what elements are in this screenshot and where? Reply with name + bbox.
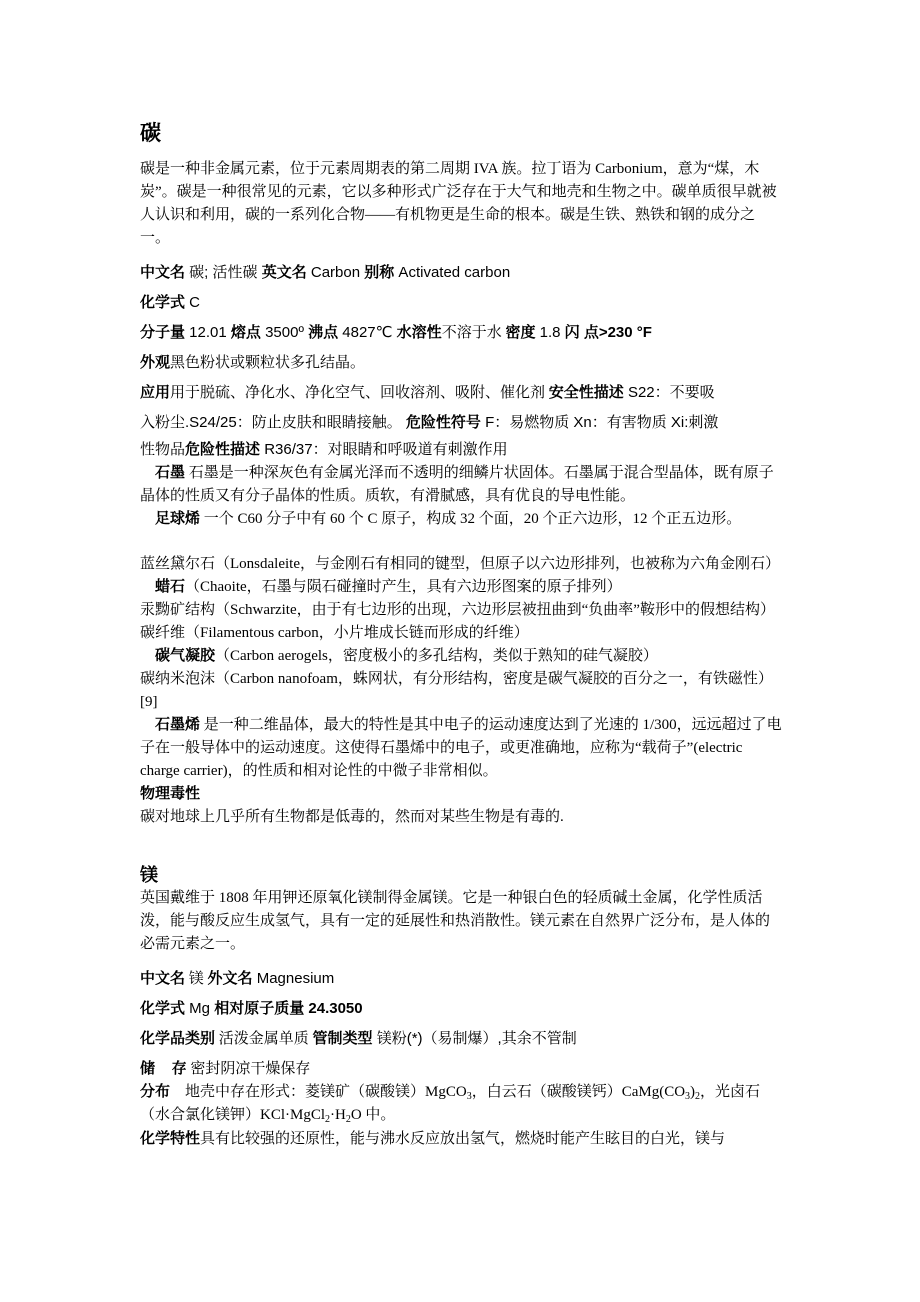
chaoite-paragraph — [140, 576, 782, 599]
toxicity-label: 物理毒性 — [140, 786, 201, 802]
graphite-paragraph — [140, 462, 782, 508]
mg-formula-row — [140, 994, 782, 1024]
label-melting-point: 熔点 — [230, 324, 261, 341]
label-alias: 别称 — [364, 264, 395, 281]
label-safety: 安全性描述 — [548, 384, 624, 401]
mg-value-chinese-name: 镁 — [185, 971, 208, 987]
mg-names-row — [140, 964, 782, 994]
mg-dist-text-e: ·H — [330, 1107, 346, 1123]
value-appearance: 黑色粉状或颗粒状多孔结晶。 — [170, 355, 366, 371]
mg-label-chemical: 化学特性 — [140, 1130, 201, 1147]
fullerene-paragraph — [140, 508, 782, 531]
mg-chemical-text: 具有比较强的还原性，能与沸水反应放出氢气，燃烧时能产生眩目的白光，镁与 — [200, 1131, 726, 1147]
aerogel-label: 碳气凝胶 — [155, 648, 216, 664]
lonsdaleite-paragraph: 蓝丝黛尔石（Lonsdaleite，与金刚石有相同的键型，但原子以六边形排列，也被称为六角金刚石） — [140, 556, 780, 572]
mg-distribution-paragraph — [140, 1080, 782, 1127]
value-melting-point: 3500º — [260, 324, 309, 341]
mg-label-atomic-mass: 相对原子质量 — [214, 1000, 305, 1017]
carbon-names-row — [140, 258, 782, 288]
mg-label-distribution: 分布 — [140, 1083, 171, 1100]
mg-class-row — [140, 1024, 782, 1054]
mg-chemical-paragraph — [140, 1127, 782, 1151]
label-hazard-desc: 危险性描述 — [185, 441, 261, 458]
magnesium-heading: 镁 — [140, 865, 158, 885]
mg-label-control: 管制类型 — [312, 1030, 373, 1047]
value-density: 1.8 — [535, 324, 565, 341]
aerogel-paragraph — [140, 645, 782, 668]
document-page — [140, 118, 782, 1151]
value-molecular-weight: 12.01 — [185, 324, 231, 341]
fullerene-label: 足球烯 — [155, 511, 201, 527]
mg-dist-text-a: 地壳中存在形式：菱镁矿（碳酸镁）MgCO — [170, 1084, 467, 1100]
value-alias: Activated carbon — [394, 264, 511, 281]
label-flash-point: 闪 点 — [564, 324, 599, 341]
carbon-properties-row — [140, 318, 782, 348]
value-chinese-name: 碳; 活性碳 — [185, 264, 262, 281]
mg-value-formula: Mg — [185, 1000, 215, 1017]
graphene-paragraph — [140, 714, 782, 783]
value-hazard-desc: R36/37：对眼睛和呼吸道有刺激作用 — [260, 441, 508, 458]
chaoite-text: （Chaoite，石墨与陨石碰撞时产生，具有六边形图案的原子排列） — [185, 579, 622, 595]
mg-value-control: 镁粉(*)（易制爆）,其余不管制 — [372, 1030, 577, 1047]
carbon-appearance-row — [140, 348, 782, 378]
label-appearance: 外观 — [140, 354, 171, 371]
value-formula: C — [185, 294, 201, 311]
carbon-formula-row — [140, 288, 782, 318]
value-application: 用于脱硫、净化水、净化空气、回收溶剂、吸附、催化剂 — [170, 385, 549, 401]
toxicity-text: 碳对地球上几乎所有生物都是低毒的，然而对某些生物是有毒的. — [140, 809, 564, 825]
nanofoam-paragraph: 碳纳米泡沫（Carbon nanofoam，蛛网状，有分形结构，密度是碳气凝胶的百分之一，有铁磁性）[9] — [140, 671, 773, 710]
label-hazard-symbol: 危险性符号 — [405, 414, 481, 431]
carbon-heading: 碳 — [140, 122, 161, 145]
value-hazard-symbol: F：易燃物质 Xn：有害物质 Xi:刺激 — [480, 414, 719, 431]
mg-dist-sub-1: 3 — [466, 1091, 472, 1102]
graphite-text: 石墨是一种深灰色有金属光泽而不透明的细鳞片状固体。石墨属于混合型晶体，既有原子晶体的性质又有分子晶体的性质。质软，有滑腻感，具有优良的导电性能。 — [140, 465, 774, 504]
mg-dist-text-d: ，光卤石（水合氯化镁钾）KCl·MgCl — [140, 1084, 761, 1123]
label-formula: 化学式 — [140, 294, 186, 311]
mg-dist-sub-5: 2 — [345, 1114, 351, 1125]
mg-dist-text-f: O 中。 — [350, 1107, 396, 1123]
graphene-label: 石墨烯 — [155, 717, 201, 733]
hazard-desc-prefix: 性物品 — [140, 441, 186, 458]
mg-dist-text-b: ，白云石（碳酸镁钙）CaMg(CO — [471, 1084, 686, 1100]
mg-label-chinese-name: 中文名 — [140, 970, 186, 987]
carbon-intro: 碳是一种非金属元素，位于元素周期表的第二周期 IVA 族。拉丁语为 Carbonium，意为“煤，木炭”。碳是一种很常见的元素，它以多种形式广泛存在于大气和地壳和生物之中。碳单质很早就被人认识和利用，碳的一系列化合物——有机物更是生命的根本。碳是生铁、熟铁和钢的成分之一。 — [140, 161, 777, 246]
mg-dist-sub-2: 3 — [685, 1091, 691, 1102]
graphite-label: 石墨 — [155, 465, 186, 481]
fullerene-text: 一个 C60 分子中有 60 个 C 原子，构成 32 个面，20 个正六边形，12 个正五边形。 — [200, 511, 742, 527]
aerogel-text: （Carbon aerogels，密度极小的多孔结构，类似于熟知的硅气凝胶） — [215, 648, 658, 664]
label-chinese-name: 中文名 — [140, 264, 186, 281]
label-density: 密度 — [505, 324, 536, 341]
mg-value-class: 活泼金属单质 — [215, 1031, 313, 1047]
value-safety-b: 入粉尘.S24/25：防止皮肤和眼睛接触。 — [140, 414, 406, 431]
mg-value-atomic-mass: 24.3050 — [304, 1000, 363, 1017]
mg-label-storage: 储 存 — [140, 1060, 187, 1077]
value-solubility: 不溶于水 — [441, 325, 506, 341]
carbon-hazard-desc-row — [140, 438, 782, 462]
value-flash-point: >230 °F — [598, 324, 652, 341]
label-boiling-point: 沸点 — [308, 324, 339, 341]
graphene-text: 是一种二维晶体，最大的特性是其中电子的运动速度达到了光速的 1/300，远远超过了电子在一般导体中的运动速度。这使得石墨烯中的电子，或更准确地，应称为“载荷子”(electric charge carrier)，的性质和相对论性的中微子非常相似。 — [140, 717, 782, 779]
mg-value-storage: 密封阴凉干燥保存 — [186, 1061, 311, 1077]
magnesium-intro: 英国戴维于 1808 年用钾还原氧化镁制得金属镁。它是一种银白色的轻质碱土金属，化学性质活泼，能与酸反应生成氢气，具有一定的延展性和热消散性。镁元素在自然界广泛分布，是人体的必需元素之一。 — [140, 890, 771, 952]
label-application: 应用 — [140, 384, 171, 401]
carbon-application-row — [140, 378, 782, 408]
mg-dist-sub-4: 2 — [325, 1114, 331, 1125]
label-molecular-weight: 分子量 — [140, 324, 186, 341]
mg-value-foreign-name: Magnesium — [252, 970, 335, 987]
schwarzite-paragraph: 汞黝矿结构（Schwarzite，由于有七边形的出现，六边形层被扭曲到“负曲率”鞍形中的假想结构）碳纤维（Filamentous carbon，小片堆成长链而形成的纤维） — [140, 602, 775, 641]
mg-label-class: 化学品类别 — [140, 1030, 216, 1047]
chaoite-label: 蜡石 — [155, 579, 186, 595]
value-safety-a: S22：不要吸 — [623, 384, 715, 401]
value-boiling-point: 4827℃ — [338, 324, 397, 341]
mg-label-formula: 化学式 — [140, 1000, 186, 1017]
mg-label-foreign-name: 外文名 — [207, 970, 253, 987]
carbon-hazard-row — [140, 408, 782, 438]
value-english-name: Carbon — [306, 264, 365, 281]
label-solubility: 水溶性 — [396, 324, 442, 341]
mg-dist-text-c: ) — [690, 1084, 696, 1100]
mg-dist-sub-3: 2 — [695, 1091, 701, 1102]
label-english-name: 英文名 — [261, 264, 307, 281]
